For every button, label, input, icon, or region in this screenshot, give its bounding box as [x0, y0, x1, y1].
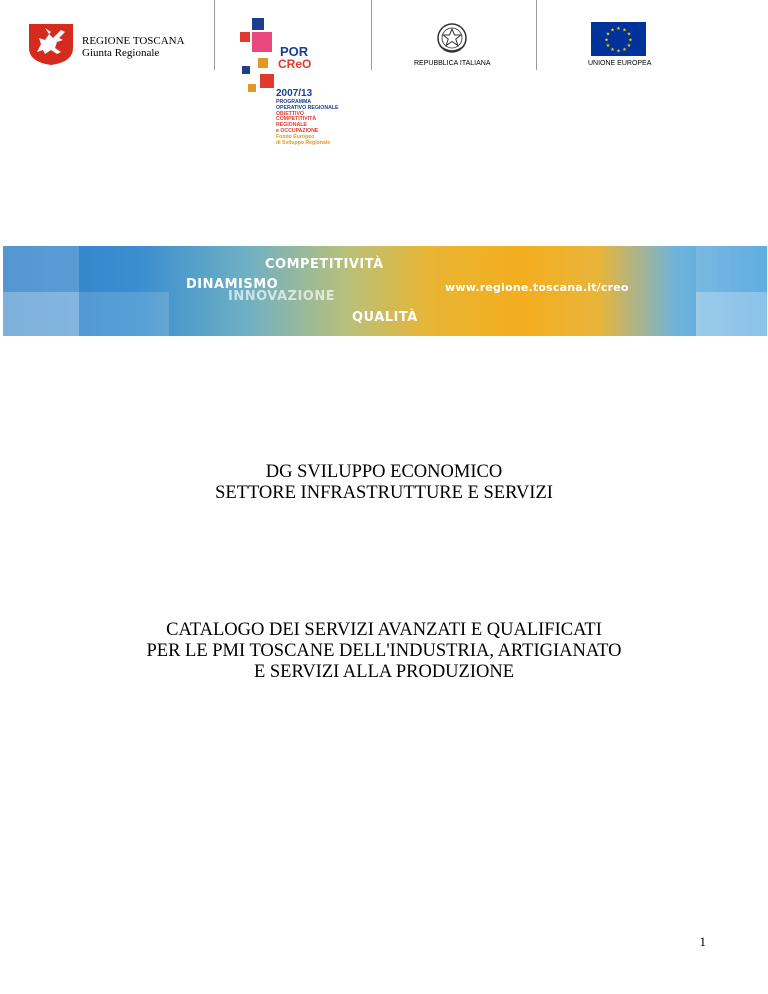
banner-tile	[696, 246, 767, 292]
svg-text:★: ★	[610, 27, 615, 34]
repubblica-italiana-label: REPUBBLICA ITALIANA	[414, 60, 491, 67]
regione-toscana-title: REGIONE TOSCANA	[82, 35, 185, 47]
eu-flag-icon	[591, 22, 646, 56]
page-number: 1	[699, 934, 706, 949]
por-years: 2007/13	[276, 88, 313, 99]
dg-line-1: DG SVILUPPO ECONOMICO	[265, 462, 503, 482]
svg-text:★: ★	[616, 26, 621, 32]
creo-banner	[3, 246, 767, 336]
banner-tile	[3, 292, 79, 336]
banner-tile	[79, 292, 169, 336]
svg-text:★: ★	[605, 31, 611, 38]
svg-text:★: ★	[626, 43, 632, 49]
por-line: OBIETTIVO	[276, 110, 304, 117]
banner-url: www.regione.toscana.it/creo	[445, 281, 629, 294]
por-description	[276, 100, 338, 146]
svg-text:★: ★	[610, 47, 615, 53]
giunta-regionale-subtitle: Giunta Regionale	[82, 47, 160, 59]
banner-qualita: QUALITÀ	[352, 310, 418, 325]
banner-innovazione: INNOVAZIONE	[228, 289, 336, 304]
dg-line-2: SETTORE INFRASTRUTTURE E SERVIZI	[215, 483, 553, 503]
por-line: REGIONALE	[276, 122, 307, 129]
svg-text:★: ★	[616, 48, 621, 55]
catalogo-line-3: E SERVIZI ALLA PRODUZIONE	[253, 662, 515, 682]
svg-text:★: ★	[626, 31, 632, 38]
por-line: Fondo Europeo	[276, 133, 315, 140]
banner-tile	[696, 292, 767, 336]
italian-emblem-icon	[435, 20, 469, 56]
catalogo-line-1: CATALOGO DEI SERVIZI AVANZATI E QUALIFICATI	[166, 620, 602, 640]
por-line: PROGRAMMA	[276, 99, 312, 105]
pegasus-emblem-icon	[27, 22, 75, 66]
svg-text:★: ★	[622, 27, 627, 34]
por-line: COMPETITIVITÀ	[276, 116, 317, 123]
por-line: OPERATIVO REGIONALE	[276, 104, 339, 111]
por-label: POR	[280, 44, 309, 59]
svg-text:★: ★	[604, 37, 609, 44]
banner-competitivita: COMPETITIVITÀ	[265, 257, 384, 272]
svg-text:★: ★	[628, 37, 633, 44]
header-divider	[536, 0, 537, 70]
header-divider	[371, 0, 372, 70]
header-divider	[214, 0, 215, 70]
catalogo-line-2: PER LE PMI TOSCANE DELL'INDUSTRIA, ARTIGIANATO	[146, 641, 622, 661]
por-line: di Sviluppo Regionale	[276, 139, 331, 146]
svg-text:★: ★	[605, 43, 611, 49]
por-line: e OCCUPAZIONE	[276, 127, 319, 134]
por-creo-squares-icon	[240, 18, 280, 100]
banner-dinamismo: DINAMISMO	[186, 277, 279, 292]
svg-text:★: ★	[622, 47, 627, 53]
creo-label: CReO	[278, 57, 312, 71]
unione-europea-label: UNIONE EUROPEA	[588, 60, 652, 67]
